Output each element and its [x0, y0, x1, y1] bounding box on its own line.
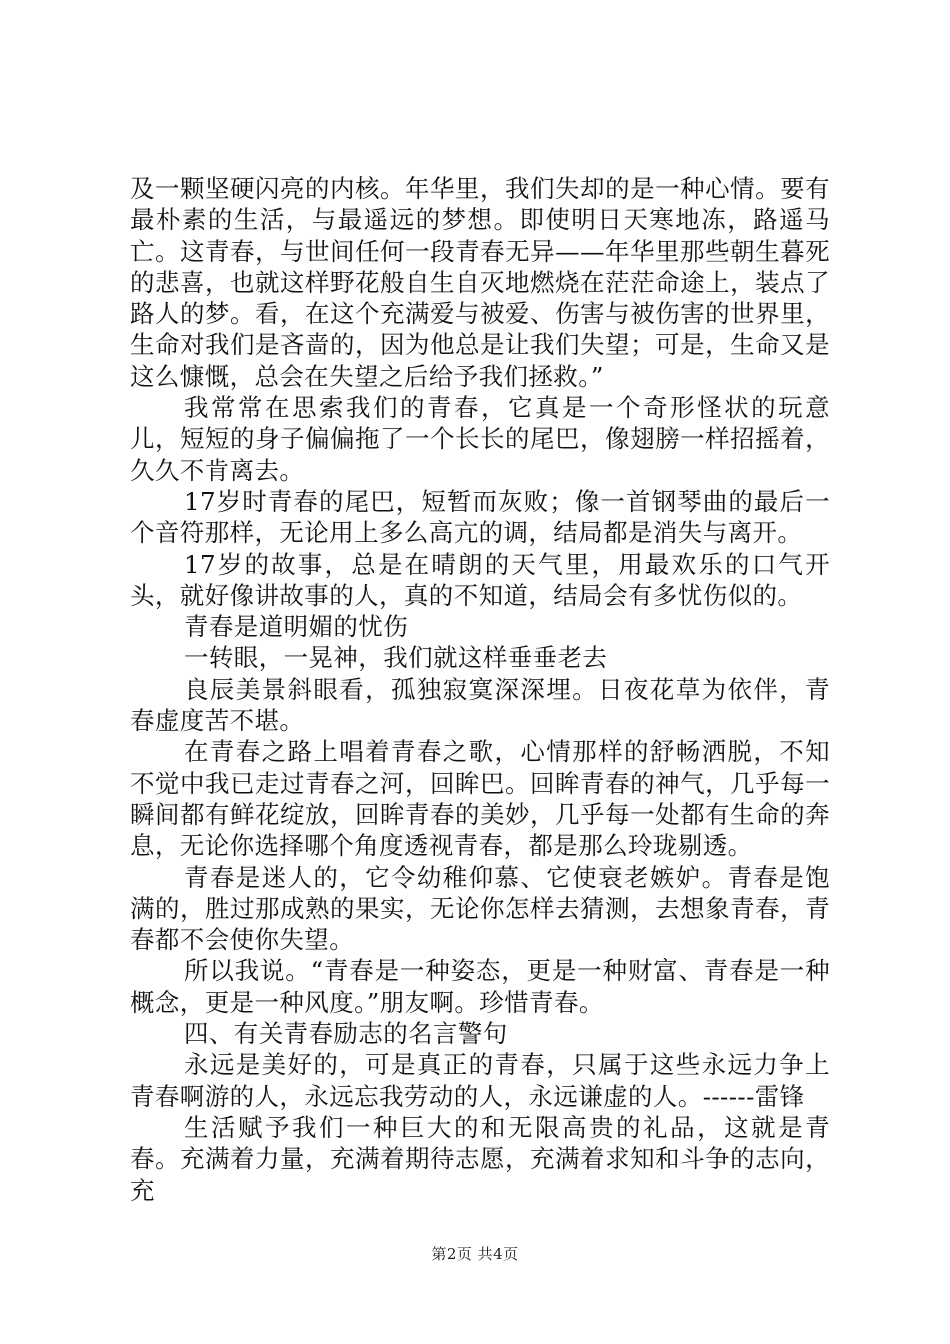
paragraph: 所以我说。“青春是一种姿态，更是一种财富、青春是一种概念，更是一种风度。”朋友啊。珍惜青春。	[130, 956, 830, 1017]
paragraph: 生活赋予我们一种巨大的和无限高贵的礼品，这就是青春。充满着力量，充满着期待志愿，充满着求知和斗争的志向，充	[130, 1112, 830, 1205]
paragraph: 及一颗坚硬闪亮的内核。年华里，我们失却的是一种心情。要有最朴素的生活，与最遥远的梦想。即使明日天寒地冻，路遥马亡。这青春，与世间任何一段青春无异——年华里那些朝生暮死的悲喜，也就这样野花般自生自灭地燃烧在茫茫命途上，装点了路人的梦。看，在这个充满爱与被爱、伤害与被伤害的世界里，生命对我们是吝啬的，因为他总是让我们失望；可是，生命又是这么慷慨，总会在失望之后给予我们拯救。”	[130, 174, 830, 391]
page-footer	[0, 1244, 950, 1264]
paragraph: 17岁时青春的尾巴，短暂而灰败；像一首钢琴曲的最后一个音符那样，无论用上多么高亢的调，结局都是消失与离开。	[130, 486, 830, 548]
paragraph: 一转眼，一晃神，我们就这样垂垂老去	[184, 643, 608, 673]
paragraph: 良辰美景斜眼看，孤独寂寞深深埋。日夜花草为依伴，青春虚度苦不堪。	[130, 674, 830, 736]
paragraph: 17岁的故事，总是在晴朗的天气里，用最欢乐的口气开头，就好像讲故事的人，真的不知道，结局会有多忧伤似的。	[130, 549, 830, 610]
paragraph: 在青春之路上唱着青春之歌，心情那样的舒畅洒脱，不知不觉中我已走过青春之河，回眸巴。回眸青春的神气，几乎每一瞬间都有鲜花绽放，回眸青春的美妙，几乎每一处都有生命的奔息，无论你选择哪个角度透视青春，都是那么玲珑剔透。	[130, 737, 830, 861]
paragraph: 永远是美好的，可是真正的青春，只属于这些永远力争上青春啊游的人，永远忘我劳动的人，永远谦虚的人。------雷锋	[130, 1050, 830, 1111]
document-body	[130, 173, 830, 1206]
paragraph: 青春是道明媚的忧伤	[184, 612, 409, 642]
paragraph: 青春是迷人的，它令幼稚仰慕、它使衰老嫉妒。青春是饱满的，胜过那成熟的果实，无论你怎样去猜测，去想象青春，青春都不会使你失望。	[130, 862, 830, 955]
paragraph: 四、有关青春励志的名言警句	[184, 1019, 508, 1049]
paragraph: 我常常在思索我们的青春，它真是一个奇形怪状的玩意儿，短短的身子偏偏拖了一个长长的尾巴，像翅膀一样招摇着，久久不肯离去。	[130, 393, 830, 485]
page-number: 第2页 共4页	[431, 1245, 519, 1263]
